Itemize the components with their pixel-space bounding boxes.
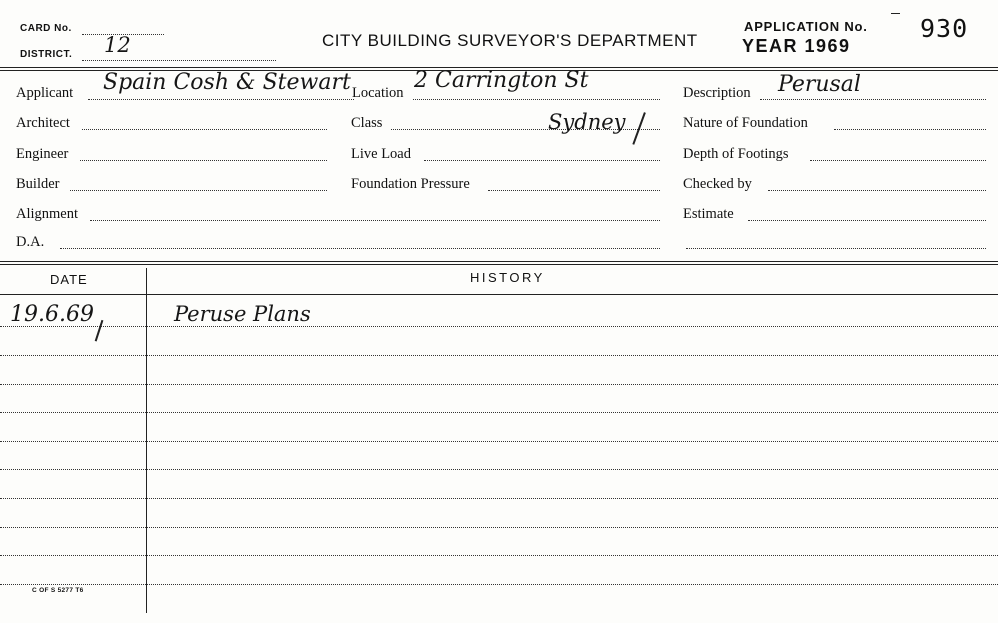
description-value: Perusal: [778, 72, 861, 97]
da-label: D.A.: [16, 234, 45, 250]
application-no-label: APPLICATION No.: [744, 19, 868, 34]
nature-of-foundation-label: Nature of Foundation: [683, 115, 808, 131]
description-label: Description: [683, 85, 751, 101]
applicant-line: [88, 99, 354, 100]
engineer-line: [80, 160, 327, 161]
blank-line-right: [686, 248, 986, 249]
live-load-label: Live Load: [351, 146, 411, 162]
history-entry-text: Peruse Plans: [174, 302, 311, 326]
history-row-line: [0, 555, 998, 556]
history-row-line: [0, 584, 998, 585]
history-row-line: [0, 441, 998, 442]
location-line: [413, 99, 660, 100]
engineer-label: Engineer: [16, 146, 69, 162]
department-title: CITY BUILDING SURVEYOR'S DEPARTMENT: [322, 31, 698, 50]
applicant-value: Spain Cosh & Stewart: [103, 70, 351, 95]
location-label: Location: [352, 85, 404, 101]
history-entry-date: 19.6.69: [10, 302, 94, 327]
builder-line: [70, 190, 327, 191]
estimate-line: [748, 220, 986, 221]
history-row-line: [0, 326, 998, 327]
class-label: Class: [351, 115, 383, 131]
depth-of-footings-label: Depth of Footings: [683, 146, 789, 162]
application-number: 930: [920, 14, 969, 43]
estimate-label: Estimate: [683, 206, 734, 222]
date-header: DATE: [50, 272, 88, 287]
location-value: 2 Carrington St: [414, 68, 589, 93]
district-value: 12: [104, 33, 131, 57]
history-row-line: [0, 498, 998, 499]
applicant-label: Applicant: [16, 85, 74, 101]
alignment-line: [90, 220, 660, 221]
history-row-line: [0, 384, 998, 385]
district-label: DISTRICT.: [20, 49, 73, 60]
history-row-line: [0, 527, 998, 528]
history-rule-top: [0, 261, 998, 262]
description-line: [760, 99, 986, 100]
history-rule-top-2: [0, 264, 998, 265]
card-no-label: CARD No.: [20, 23, 72, 34]
architect-line: [82, 129, 327, 130]
history-header-rule: [0, 294, 998, 295]
depth-of-footings-line: [810, 160, 986, 161]
location-value-2: Sydney: [548, 110, 626, 134]
checked-by-line: [768, 190, 986, 191]
district-line: [82, 60, 276, 61]
year-label: YEAR 1969: [742, 36, 851, 56]
history-row-line: [0, 412, 998, 413]
date-pen-stroke: [95, 320, 106, 342]
da-line: [60, 248, 660, 249]
builder-label: Builder: [16, 176, 60, 192]
form-code: C OF S 5277 T6: [32, 587, 84, 594]
foundation-pressure-label: Foundation Pressure: [351, 176, 470, 192]
alignment-label: Alignment: [16, 206, 79, 222]
live-load-line: [424, 160, 660, 161]
checked-by-label: Checked by: [683, 176, 752, 192]
history-row-line: [0, 355, 998, 356]
history-row-line: [0, 469, 998, 470]
architect-label: Architect: [16, 115, 70, 131]
nature-of-foundation-line: [834, 129, 986, 130]
number-stroke: [891, 13, 900, 14]
foundation-pressure-line: [488, 190, 660, 191]
history-header: HISTORY: [470, 270, 545, 285]
